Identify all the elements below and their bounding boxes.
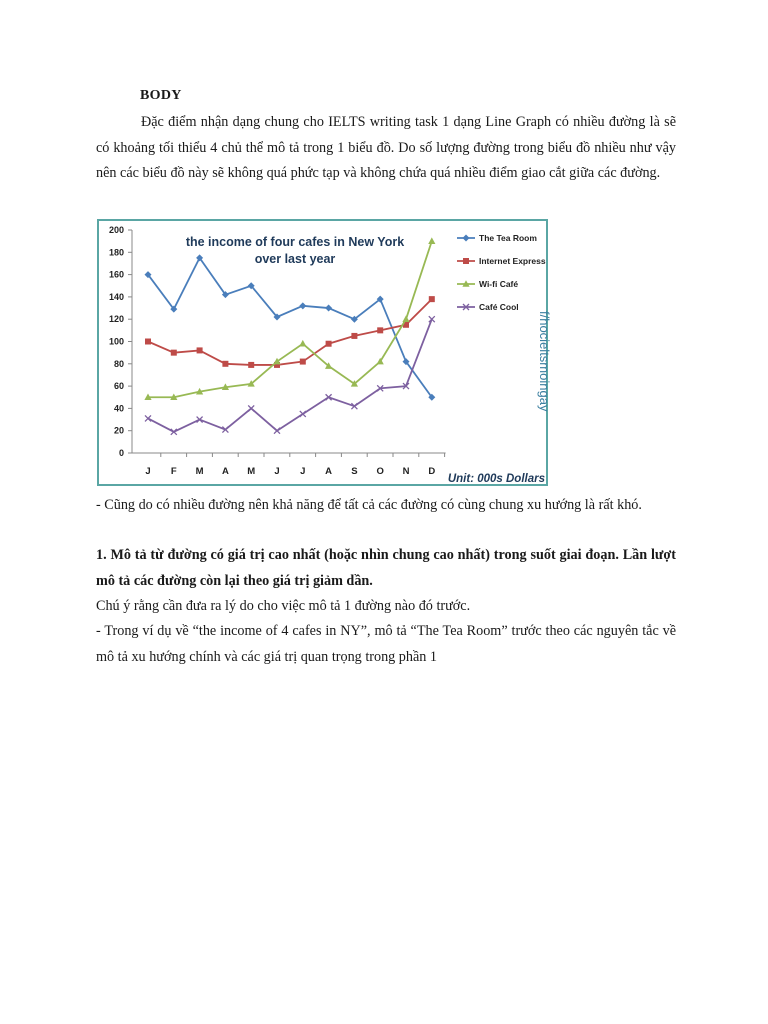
data-point — [248, 362, 254, 368]
x-tick-label: A — [325, 466, 333, 477]
data-point — [326, 341, 332, 347]
data-point — [299, 340, 306, 347]
x-tick-label: O — [376, 466, 384, 477]
x-tick-label: N — [402, 466, 410, 477]
intro-paragraph: Đặc điểm nhận dạng chung cho IELTS writing task 1 dạng Line Graph có nhiều đường là sẽ có khoảng tối thiểu 4 chủ thể mô tả trong 1 biểu đồ. Do số lượng đường trong biểu đồ nhiều như vậy nên các biểu đồ này sẽ không quá phức tạp và không chứa quá nhiều điểm giao cắt giữa các đường. — [96, 114, 676, 181]
data-point — [274, 428, 280, 434]
data-point — [145, 339, 151, 345]
chart-unit-note: Unit: 000s Dollars — [447, 473, 545, 485]
x-tick-label: M — [247, 466, 256, 477]
data-point — [145, 415, 151, 421]
section-heading: BODY — [140, 88, 182, 103]
chart-lines — [144, 237, 435, 434]
chart-title-line-1: the income of four cafes in New York — [185, 235, 405, 249]
data-point — [300, 411, 306, 417]
data-point — [429, 296, 435, 302]
data-point — [463, 258, 469, 264]
legend-label: Internet Express — [479, 256, 546, 266]
data-point — [325, 305, 332, 312]
data-point — [300, 359, 306, 365]
data-point — [248, 405, 254, 411]
legend-label: The Tea Room — [479, 233, 537, 243]
y-tick-label: 200 — [108, 225, 124, 235]
y-tick-label: 60 — [113, 381, 124, 392]
x-tick-label: A — [221, 466, 229, 477]
data-point — [222, 361, 228, 367]
data-point — [463, 235, 470, 242]
x-tick-label: M — [195, 466, 204, 477]
y-tick-label: 160 — [108, 269, 124, 280]
data-point — [377, 327, 383, 333]
legend-label: Wi-fi Café — [479, 279, 519, 289]
y-tick-label: 100 — [108, 336, 124, 347]
x-tick-label: J — [274, 466, 280, 477]
data-point — [197, 347, 203, 353]
series-line — [148, 299, 432, 365]
data-point — [351, 333, 357, 339]
x-tick-label: D — [428, 466, 436, 477]
data-point — [171, 429, 177, 435]
line-chart — [97, 219, 552, 486]
chart-legend — [457, 233, 546, 312]
tip-paragraph: Chú ý rằng cần đưa ra lý do cho việc mô tả 1 đường nào đó trước. — [96, 598, 471, 614]
x-tick-label: J — [300, 466, 306, 477]
x-tick-label: J — [145, 466, 151, 477]
data-point — [171, 350, 177, 356]
x-tick-label: S — [351, 466, 358, 477]
y-tick-label: 80 — [113, 358, 124, 369]
y-tick-label: 40 — [113, 403, 124, 414]
chart-title-line-2: over last year — [254, 252, 336, 266]
x-tick-label: F — [170, 466, 177, 477]
y-tick-label: 20 — [113, 425, 124, 436]
note-paragraph: - Cũng do có nhiều đường nên khả năng để tất cả các đường có cùng chung xu hướng là rất khó. — [96, 497, 642, 513]
chart-watermark: f/hocieltsmoingay — [537, 311, 552, 412]
y-tick-label: 140 — [108, 291, 124, 302]
y-tick-label: 0 — [118, 448, 124, 458]
series-line — [148, 319, 432, 432]
data-point — [428, 237, 435, 244]
rule-1-paragraph: 1. Mô tả từ đường có giá trị cao nhất (hoặc nhìn chung cao nhất) trong suốt giai đoạn. Lần lượt mô tả các đường còn lại theo giá trị giảm dần. — [96, 547, 676, 589]
legend-label: Café Cool — [479, 302, 519, 312]
y-tick-label: 180 — [108, 247, 124, 258]
example-paragraph: - Trong ví dụ về “the income of 4 cafes in NY”, mô tả “The Tea Room” trước theo các nguyên tắc về mô tả xu hướng chính và các giá trị quan trọng trong phần 1 — [96, 623, 676, 665]
data-point — [402, 315, 409, 322]
y-tick-label: 120 — [108, 314, 124, 325]
chart-svg — [99, 221, 552, 485]
data-point — [299, 302, 306, 309]
